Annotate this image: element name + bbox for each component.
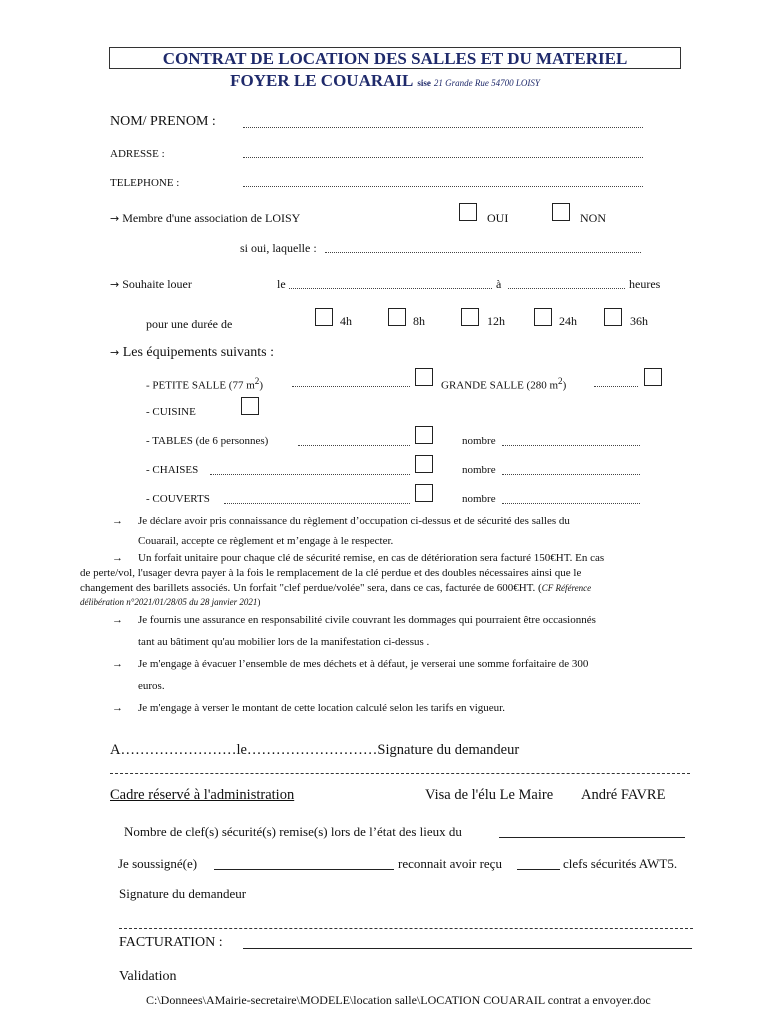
duration-12h-label: 12h: [487, 314, 505, 328]
declaration-2-line-3-text: changement des barillets associés. Un forfait "clef perdue/volée" sera, dans ce cas, facturée de 600€HT. (: [80, 582, 542, 594]
arrow-icon: →: [112, 702, 123, 714]
arrow-icon: →: [110, 278, 120, 291]
declaration-2-ref: CF Référence: [541, 583, 592, 593]
tables-nombre-field[interactable]: [502, 445, 640, 446]
petite-salle-text: - PETITE SALLE (77 m: [146, 379, 255, 392]
couverts-nombre-field[interactable]: [502, 503, 640, 504]
venue-title: [0, 71, 770, 91]
document-title: CONTRAT DE LOCATION DES SALLES ET DU MATERIEL: [162, 49, 628, 68]
rent-time-field[interactable]: [508, 288, 625, 289]
close-paren: ): [562, 379, 567, 392]
undersigned-field[interactable]: [214, 869, 394, 870]
duration-8h-checkbox[interactable]: [388, 308, 406, 326]
arrow-icon: →: [112, 515, 123, 527]
petite-salle-checkbox[interactable]: [415, 368, 433, 386]
rent-row: [110, 277, 192, 292]
arrow-icon: →: [110, 212, 120, 225]
association-oui-checkbox[interactable]: [459, 203, 477, 221]
keys-awt-label: clefs sécurités AWT5.: [563, 856, 678, 871]
keys-given-label: Nombre de clef(s) sécurité(s) remise(s) lors de l’état des lieux du: [124, 824, 462, 839]
mayor-name: André FAVRE: [581, 787, 666, 803]
phone-label: TELEPHONE :: [110, 177, 180, 189]
mayor-visa-label: Visa de l'élu Le Maire: [425, 787, 554, 803]
chaises-nombre-label: nombre: [462, 464, 496, 476]
rent-label: Souhaite louer: [122, 277, 192, 291]
couverts-dots: [224, 503, 410, 504]
separator-line: [110, 773, 690, 774]
admin-heading: Cadre réservé à l'administration: [110, 787, 295, 803]
chaises-checkbox[interactable]: [415, 455, 433, 473]
duration-24h-label: 24h: [559, 314, 577, 328]
admin-signature-label: Signature du demandeur: [119, 886, 247, 901]
venue-address: 21 Grande Rue 54700 LOISY: [433, 78, 540, 88]
petite-salle-dots: [292, 386, 410, 387]
couverts-nombre-label: nombre: [462, 493, 496, 505]
chaises-nombre-field[interactable]: [502, 474, 640, 475]
billing-label: FACTURATION :: [119, 935, 223, 950]
arrow-icon: →: [112, 552, 123, 564]
cuisine-checkbox[interactable]: [241, 397, 259, 415]
association-row: [110, 211, 300, 226]
grande-salle-text: GRANDE SALLE (280 m: [441, 379, 559, 392]
tables-label: - TABLES (de 6 personnes): [146, 435, 269, 447]
rent-time-label: à: [496, 277, 502, 291]
association-label: Membre d'une association de LOISY: [122, 211, 301, 225]
close-paren: ): [259, 379, 264, 392]
declaration-2-line-2: de perte/vol, l'usager devra payer à la fois le remplacement de la clé perdue et des doubles nécessaires ainsi que le: [80, 567, 582, 579]
tables-checkbox[interactable]: [415, 426, 433, 444]
declaration-1-line-1: Je déclare avoir pris connaissance du règlement d’occupation ci-dessus et de sécurité des salles du: [138, 515, 570, 527]
sup-2: 2: [558, 376, 563, 386]
chaises-dots: [210, 474, 410, 475]
validation-label: Validation: [119, 969, 177, 984]
name-label: NOM/ PRENOM :: [110, 114, 216, 129]
recognizes-label: reconnait avoir reçu: [398, 856, 502, 871]
arrow-icon: →: [112, 614, 123, 626]
duration-24h-checkbox[interactable]: [534, 308, 552, 326]
duration-8h-label: 8h: [413, 314, 425, 328]
declaration-3-line-2: tant au bâtiment qu'au mobilier lors de la manifestation ci-dessus .: [138, 636, 430, 648]
rent-date-label: le: [277, 277, 286, 291]
declaration-2-line-4: [80, 597, 260, 607]
declaration-2-close: ): [257, 597, 261, 607]
declaration-2-line-3: [80, 582, 591, 594]
address-field[interactable]: [243, 157, 643, 158]
equipment-heading-text: Les équipements suivants :: [122, 345, 274, 360]
oui-label: OUI: [487, 211, 509, 225]
association-name-label: si oui, laquelle :: [240, 241, 317, 255]
grande-salle-checkbox[interactable]: [644, 368, 662, 386]
billing-field[interactable]: [243, 948, 692, 949]
duration-label: pour une durée de: [146, 317, 233, 331]
equipment-heading: [110, 345, 274, 361]
duration-12h-checkbox[interactable]: [461, 308, 479, 326]
duration-4h-label: 4h: [340, 314, 352, 328]
address-label: ADRESSE :: [110, 148, 165, 160]
undersigned-label: Je soussigné(e): [118, 856, 198, 871]
footer-file-path: C:\Donnees\AMairie-secretaire\MODELE\location salle\LOCATION COUARAIL contrat a envoyer.doc: [146, 993, 651, 1007]
name-field[interactable]: [243, 127, 643, 128]
duration-36h-label: 36h: [630, 314, 648, 328]
petite-salle-label: [146, 376, 263, 392]
hours-label: heures: [629, 277, 661, 291]
declaration-4-line-1: Je m'engage à évacuer l’ensemble de mes déchets et à défaut, je verserai une somme forfaitaire de 300: [138, 658, 589, 670]
cuisine-label: - CUISINE: [146, 406, 196, 418]
duration-4h-checkbox[interactable]: [315, 308, 333, 326]
venue-name: FOYER LE COUARAIL: [230, 71, 414, 90]
couverts-label: - COUVERTS: [146, 493, 210, 505]
tables-nombre-label: nombre: [462, 435, 496, 447]
arrow-icon: →: [110, 346, 120, 359]
sise-label: sise: [417, 78, 431, 88]
declaration-1-line-2: Couarail, accepte ce règlement et m’engage à le respecter.: [138, 535, 394, 547]
grande-salle-dots: [594, 386, 638, 387]
association-name-field[interactable]: [325, 252, 641, 253]
association-non-checkbox[interactable]: [552, 203, 570, 221]
signature-line: A……………………le………………………Signature du demandeur: [110, 742, 520, 758]
separator-line-2: [119, 928, 693, 929]
couverts-checkbox[interactable]: [415, 484, 433, 502]
tables-dots: [298, 445, 410, 446]
keys-given-field[interactable]: [499, 837, 685, 838]
declaration-4-line-2: euros.: [138, 680, 165, 692]
sup-2: 2: [254, 376, 260, 386]
non-label: NON: [580, 211, 606, 225]
declaration-5: Je m'engage à verser le montant de cette location calculé selon les tarifs en vigueur.: [138, 702, 505, 714]
phone-field[interactable]: [243, 186, 643, 187]
rent-date-field[interactable]: [289, 288, 492, 289]
duration-36h-checkbox[interactable]: [604, 308, 622, 326]
declaration-2-line-1: Un forfait unitaire pour chaque clé de sécurité remise, en cas de détérioration sera facturé 150€HT. En cas: [138, 552, 605, 564]
declaration-3-line-1: Je fournis une assurance en responsabilité civile couvrant les dommages qui pourraient être occasionnés: [138, 614, 596, 626]
arrow-icon: →: [112, 658, 123, 670]
keys-received-field[interactable]: [517, 869, 560, 870]
chaises-label: - CHAISES: [146, 464, 199, 476]
grande-salle-label: [441, 376, 566, 392]
declaration-2-deliberation: délibération n°2021/01/28/05 du 28 janvier 2021: [80, 597, 258, 607]
